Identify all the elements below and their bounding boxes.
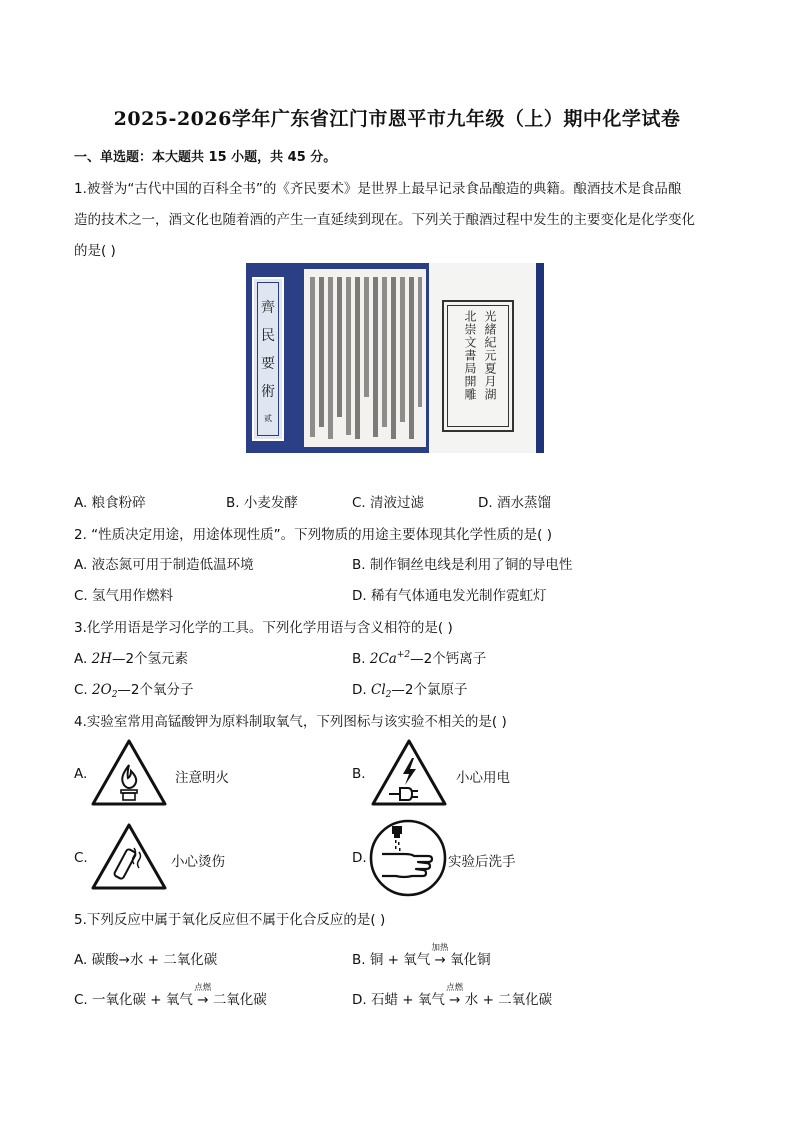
option-letter: D. xyxy=(352,682,371,698)
q4-option-a-letter[interactable]: A. xyxy=(74,766,88,782)
stamp-text-column: 光緒紀元夏月湖 xyxy=(483,310,497,401)
q2-stem: 2. “性质决定用途，用途体现性质”。下列物质的用途主要体现其化学性质的是( ) xyxy=(74,527,552,543)
reaction-arrow: 加热 → xyxy=(431,943,449,968)
q3-option-b[interactable] xyxy=(352,647,486,667)
q1-option-c[interactable]: C. 清液过滤 xyxy=(352,495,425,511)
publisher-stamp-frame xyxy=(442,300,514,432)
qimin-yaoshu-book-image xyxy=(246,263,544,453)
hand-washing-icon xyxy=(368,818,448,902)
reaction-arrow: 点燃 → xyxy=(194,983,212,1008)
q4-option-d-label: 实验后洗手 xyxy=(448,854,516,870)
electric-shock-warning-icon xyxy=(370,738,448,812)
q5-stem: 5.下列反应中属于氧化反应但不属于化合反应的是( ) xyxy=(74,912,386,928)
q5-option-a[interactable]: A. 碳酸→水 + 二氧化碳 xyxy=(74,952,218,968)
chemical-formula: 2Ca xyxy=(369,651,397,667)
q4-option-c-letter[interactable]: C. xyxy=(74,850,88,866)
q2-option-b[interactable]: B. 制作铜丝电线是利用了铜的导电性 xyxy=(352,557,573,573)
book-title-char: 術 xyxy=(261,384,275,400)
chemical-formula: 2O xyxy=(92,682,112,698)
chemical-formula: Cl xyxy=(370,682,386,698)
reaction-reactants: D. 石蜡 + 氧气 xyxy=(352,992,445,1008)
section-heading: 一、单选题：本大题共 15 小题，共 45 分。 xyxy=(74,150,337,165)
formula-meaning: —2个氧分子 xyxy=(117,682,194,698)
q2-option-c[interactable]: C. 氢气用作燃料 xyxy=(74,588,174,604)
q4-option-c-label: 小心烫伤 xyxy=(171,854,225,870)
text-columns-graphic xyxy=(304,269,426,447)
q1-option-b[interactable]: B. 小麦发酵 xyxy=(226,495,298,511)
q3-option-c[interactable] xyxy=(74,678,194,700)
formula-meaning: —2个钙离子 xyxy=(410,651,487,667)
q1-option-a[interactable]: A. 粮食粉碎 xyxy=(74,495,146,511)
book-volume-mark: 贰 xyxy=(264,414,272,423)
exam-title: 2025-2026学年广东省江门市恩平市九年级（上）期中化学试卷 xyxy=(113,108,681,130)
q4-option-a-label: 注意明火 xyxy=(175,770,229,786)
q2-option-d[interactable]: D. 稀有气体通电发光制作霓虹灯 xyxy=(352,588,547,604)
stamp-text-column: 北崇文書局開雕 xyxy=(463,310,477,401)
book-text-page xyxy=(304,269,426,447)
formula-subscript: 2 xyxy=(111,690,118,700)
q3-option-a[interactable] xyxy=(74,647,188,667)
book-title-char: 要 xyxy=(261,356,275,372)
reaction-products: 氧化铜 xyxy=(450,952,491,968)
chemical-formula: 2H xyxy=(91,651,112,667)
reaction-reactants: C. 一氧化碳 + 氧气 xyxy=(74,992,193,1008)
book-spine xyxy=(536,263,544,453)
q1-stem-line-3: 的是( ) xyxy=(74,243,116,259)
q1-stem-line-1: 1.被誉为“古代中国的百科全书”的《齐民要术》是世界上最早记录食品酿造的典籍。酿酒技术是食品酿 xyxy=(74,181,682,197)
hot-surface-warning-icon xyxy=(90,822,168,896)
q2-option-a[interactable]: A. 液态氮可用于制造低温环境 xyxy=(74,557,254,573)
formula-subscript: 2 xyxy=(385,690,392,700)
reaction-products: 二氧化碳 xyxy=(212,992,267,1008)
book-right-page xyxy=(429,263,544,453)
q4-option-b-letter[interactable]: B. xyxy=(352,766,366,782)
q4-stem: 4.实验室常用高锰酸钾为原料制取氧气，下列图标与该实验不相关的是( ) xyxy=(74,714,507,730)
q5-option-b[interactable] xyxy=(352,943,491,968)
reaction-condition: 点燃 xyxy=(194,983,212,993)
reaction-condition: 加热 xyxy=(431,943,449,953)
q3-stem: 3.化学用语是学习化学的工具。下列化学用语与含义相符的是( ) xyxy=(74,620,453,636)
formula-meaning: —2个氯原子 xyxy=(391,682,468,698)
option-letter: C. xyxy=(74,682,93,698)
option-letter: B. xyxy=(352,651,370,667)
q5-option-c[interactable] xyxy=(74,983,267,1008)
q4-option-d-letter[interactable]: D. xyxy=(352,850,367,866)
book-cover xyxy=(246,263,429,453)
q1-stem-line-2: 造的技术之一，酒文化也随着酒的产生一直延续到现在。下列关于酿酒过程中发生的主要变化是化学变化 xyxy=(74,212,695,228)
q5-option-d[interactable] xyxy=(352,983,553,1008)
open-flame-warning-icon xyxy=(90,738,168,812)
book-title-char: 齊 xyxy=(261,300,275,316)
q4-option-b-label: 小心用电 xyxy=(456,770,510,786)
book-title-label xyxy=(252,277,284,441)
reaction-condition: 点燃 xyxy=(446,983,464,993)
reaction-products: 水 + 二氧化碳 xyxy=(464,992,553,1008)
charge-superscript: +2 xyxy=(396,650,411,660)
q3-option-d[interactable] xyxy=(352,678,467,700)
formula-meaning: —2个氢元素 xyxy=(111,651,189,667)
reaction-reactants: B. 铜 + 氧气 xyxy=(352,952,431,968)
q1-option-d[interactable]: D. 酒水蒸馏 xyxy=(478,495,551,511)
option-letter: A. xyxy=(74,651,92,667)
book-title-char: 民 xyxy=(261,328,275,344)
reaction-arrow: 点燃 → xyxy=(446,983,464,1008)
